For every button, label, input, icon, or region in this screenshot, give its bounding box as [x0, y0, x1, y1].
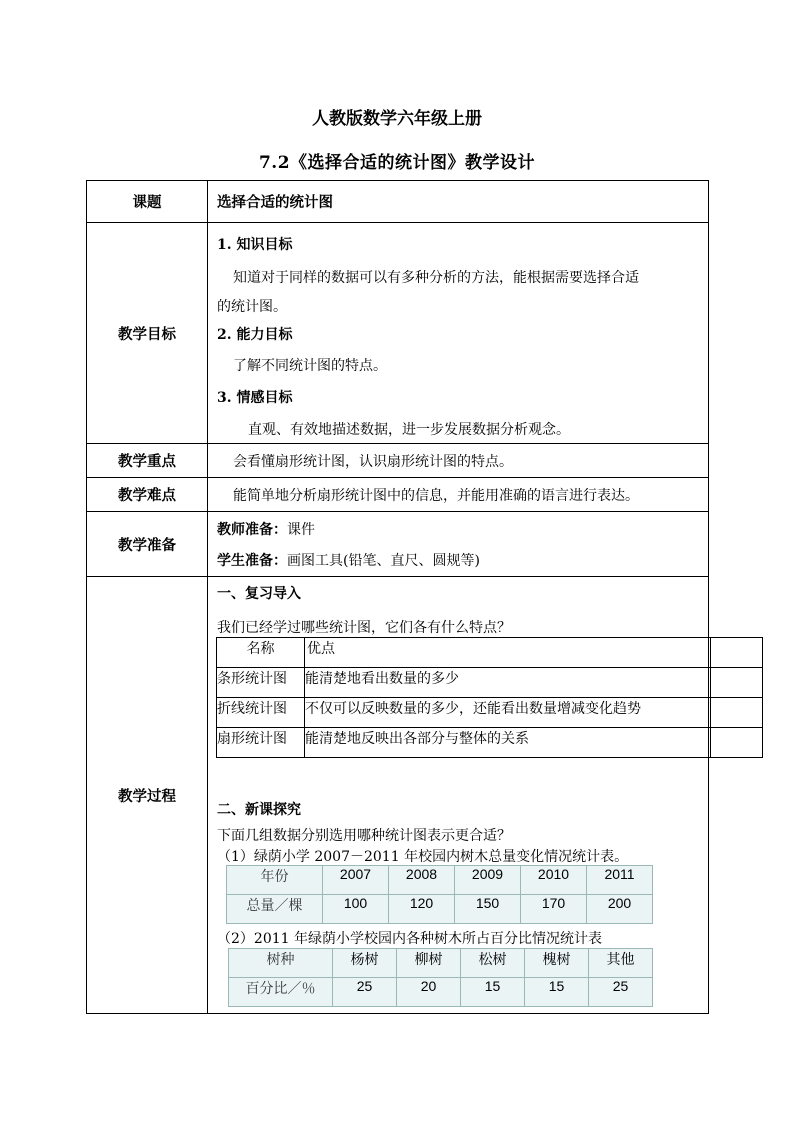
label-process: 教学过程: [87, 577, 208, 1014]
tree-species: 槐树: [525, 949, 589, 978]
comparison-header-name: 名称: [217, 638, 305, 668]
row-goals: [87, 223, 709, 444]
comparison-row: [217, 698, 763, 728]
goal1-title: 1. 知识目标: [217, 237, 293, 253]
tree-total-header-label: 年份: [227, 866, 323, 895]
goal2-text: 了解不同统计图的特点。: [233, 358, 387, 374]
tree-total-year: 2007: [323, 866, 389, 895]
key-point-value: 会看懂扇形统计图，认识扇形统计图的特点。: [233, 453, 513, 470]
comparison-header-row: [217, 638, 763, 668]
document-title: 人教版数学六年级上册: [312, 109, 482, 129]
section1-question: 我们已经学过哪些统计图，它们各有什么特点？: [217, 620, 511, 636]
tree-species: 松树: [461, 949, 525, 978]
label-preparation: 教学准备: [87, 512, 208, 577]
student-prep: [217, 550, 480, 570]
comparison-cell-empty: [711, 728, 763, 758]
tree-percent-value: 25: [333, 978, 397, 1007]
tree-total-value: 200: [587, 895, 653, 924]
lesson-plan-table: [86, 180, 709, 1014]
tree-total-value-row: [227, 895, 653, 924]
goal2-title: 2. 能力目标: [217, 327, 293, 343]
topic-value: 选择合适的统计图: [217, 194, 333, 211]
tree-percent-header-row: [229, 949, 653, 978]
row-process: [87, 577, 709, 1014]
goal3-text: 直观、有效地描述数据，进一步发展数据分析观念。: [248, 422, 570, 438]
tree-species: 杨树: [333, 949, 397, 978]
difficulty-value: 能简单地分析扇形统计图中的信息，并能用准确的语言进行表达。: [233, 487, 639, 504]
tree-total-table: [226, 865, 653, 924]
student-prep-value: 画图工具(铅笔、直尺、圆规等): [287, 553, 480, 569]
tree-percent-value: 15: [461, 978, 525, 1007]
tree-percent-row-label: 百分比／％: [229, 978, 333, 1007]
tree-total-year: 2009: [455, 866, 521, 895]
comparison-header-advantage: 优点: [305, 638, 711, 668]
teacher-prep-value: 课件: [287, 522, 315, 538]
tree-total-year: 2010: [521, 866, 587, 895]
tree-total-value: 150: [455, 895, 521, 924]
teacher-prep-label: 教师准备：: [217, 522, 287, 538]
tree-total-header-row: [227, 866, 653, 895]
label-topic: 课题: [87, 181, 208, 223]
tree-total-year: 2008: [389, 866, 455, 895]
question2-text: （2）2011 年绿荫小学校园内各种树木所占百分比情况统计表: [217, 931, 602, 947]
tree-total-year: 2011: [587, 866, 653, 895]
tree-percent-value: 15: [525, 978, 589, 1007]
tree-total-value: 120: [389, 895, 455, 924]
comparison-cell-name: 折线统计图: [217, 698, 305, 728]
comparison-cell-advantage: 能清楚地反映出各部分与整体的关系: [305, 728, 711, 758]
comparison-row: [217, 728, 763, 758]
comparison-row: [217, 668, 763, 698]
comparison-cell-empty: [711, 698, 763, 728]
row-key-point: [87, 444, 709, 478]
tree-percent-table: [228, 948, 653, 1007]
student-prep-label: 学生准备：: [217, 553, 287, 569]
comparison-cell-name: 条形统计图: [217, 668, 305, 698]
row-difficulty: [87, 478, 709, 512]
teacher-prep: [217, 519, 315, 539]
tree-total-row-label: 总量／棵: [227, 895, 323, 924]
goal1-text-a: 知道对于同样的数据可以有多种分析的方法，能根据需要选择合适: [233, 270, 639, 286]
tree-total-value: 100: [323, 895, 389, 924]
tree-species: 柳树: [397, 949, 461, 978]
tree-percent-value: 20: [397, 978, 461, 1007]
comparison-header-empty: [711, 638, 763, 668]
tree-percent-value: 25: [589, 978, 653, 1007]
comparison-cell-advantage: 能清楚地看出数量的多少: [305, 668, 711, 698]
tree-percent-value-row: [229, 978, 653, 1007]
comparison-cell-empty: [711, 668, 763, 698]
goal3-title: 3. 情感目标: [217, 390, 293, 406]
row-preparation: [87, 512, 709, 577]
section1-title: 一、复习导入: [217, 586, 301, 602]
comparison-cell-advantage: 不仅可以反映数量的多少，还能看出数量增减变化趋势: [305, 698, 711, 728]
section2-title: 二、新课探究: [217, 802, 301, 818]
comparison-cell-name: 扇形统计图: [217, 728, 305, 758]
question1-text: （1）绿荫小学 2007－2011 年校园内树木总量变化情况统计表。: [217, 849, 629, 865]
tree-total-value: 170: [521, 895, 587, 924]
tree-species: 其他: [589, 949, 653, 978]
label-goals: 教学目标: [87, 223, 208, 444]
section2-question: 下面几组数据分别选用哪种统计图表示更合适？: [217, 828, 511, 844]
goal1-text-b: 的统计图。: [217, 299, 287, 315]
label-difficulty: 教学难点: [87, 478, 208, 512]
tree-percent-header-label: 树种: [229, 949, 333, 978]
row-topic: [87, 181, 709, 223]
label-key-point: 教学重点: [87, 444, 208, 478]
document-subtitle: 7.2《选择合适的统计图》教学设计: [258, 153, 536, 173]
comparison-table: [216, 637, 763, 758]
